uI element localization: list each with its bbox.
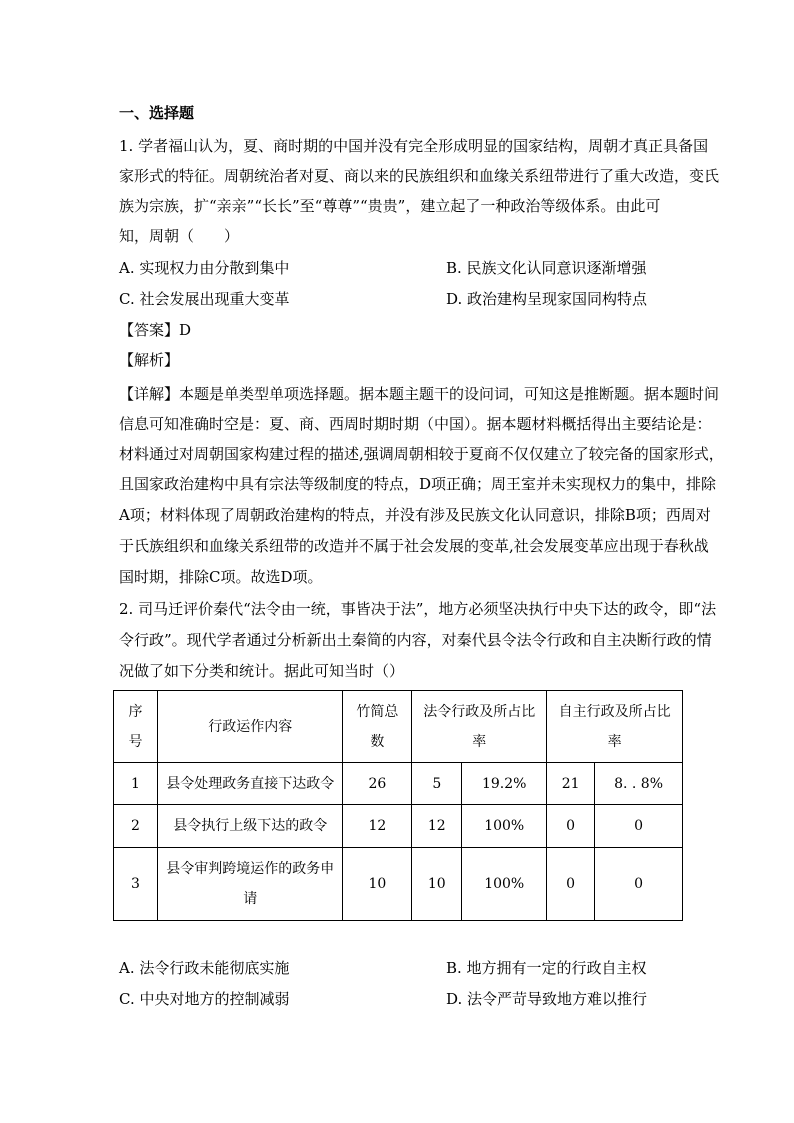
- question-1-option-d: D. 政治建构呈现家国同构特点: [446, 290, 648, 308]
- cell-auto-percent: 0: [595, 847, 683, 920]
- cell-seq: 1: [114, 763, 158, 805]
- cell-total: 26: [343, 763, 412, 805]
- question-1-option-b: B. 民族文化认同意识逐渐增强: [446, 259, 647, 277]
- table-header-row: [114, 691, 683, 763]
- analysis-line-4: 且国家政治建构中具有宗法等级制度的特点，D项正确；周王室并未实现权力的集中，排除: [119, 475, 717, 493]
- question-2-line-3: 况做了如下分类和统计。据此可知当时（）: [119, 662, 405, 680]
- question-2-option-d: D. 法令严苛导致地方难以推行: [446, 990, 648, 1008]
- question-1-line-1: 1. 学者福山认为，夏、商时期的中国并没有完全形成明显的国家结构，周朝才真正具备国: [119, 137, 709, 155]
- cell-seq: 3: [114, 847, 158, 920]
- cell-legal-count: 12: [412, 805, 462, 847]
- cell-content: 县令审判跨境运作的政务申 请: [157, 847, 343, 920]
- question-2-option-b: B. 地方拥有一定的行政自主权: [446, 959, 647, 977]
- header-legal: 法令行政及所占比 率: [412, 691, 547, 763]
- table-row: [114, 805, 683, 847]
- header-seq: 序 号: [114, 691, 158, 763]
- cell-auto-percent: 0: [595, 805, 683, 847]
- question-1-line-3: 族为宗族，扩“亲亲”“长长”至“尊尊”“贵贵”，建立起了一种政治等级体系。由此可: [119, 197, 661, 215]
- cell-total: 12: [343, 805, 412, 847]
- cell-legal-percent: 100%: [462, 805, 547, 847]
- question-2-line-1: 2. 司马迁评价秦代“法令由一统，事皆决于法”，地方必须坚决执行中央下达的政令，即“法: [119, 600, 717, 618]
- cell-seq: 2: [114, 805, 158, 847]
- cell-total: 10: [343, 847, 412, 920]
- cell-content: 县令执行上级下达的政令: [157, 805, 343, 847]
- statistics-table: [113, 690, 683, 921]
- cell-legal-percent: 19.2%: [462, 763, 547, 805]
- question-2-option-a: A. 法令行政未能彻底实施: [119, 959, 290, 977]
- cell-content: 县令处理政务直接下达政令: [157, 763, 343, 805]
- cell-auto-count: 0: [547, 847, 595, 920]
- cell-legal-percent: 100%: [462, 847, 547, 920]
- question-2-option-c: C. 中央对地方的控制减弱: [119, 990, 290, 1008]
- answer-label: 【答案】D: [119, 321, 192, 339]
- question-1-line-4: 知，周朝（ ）: [119, 227, 240, 245]
- analysis-line-6: 于氏族组织和血缘关系纽带的改造并不属于社会发展的变革,社会发展变革应出现于春秋战: [119, 537, 709, 555]
- table-row: [114, 847, 683, 920]
- analysis-line-1: 【详解】本题是单类型单项选择题。据本题主题干的设问词，可知这是推断题。据本题时间: [119, 385, 720, 403]
- header-total: 竹简总 数: [343, 691, 412, 763]
- cell-legal-count: 10: [412, 847, 462, 920]
- header-autonomous: 自主行政及所占比 率: [547, 691, 683, 763]
- analysis-line-7: 国时期，排除C项。故选D项。: [119, 568, 323, 586]
- header-content: 行政运作内容: [157, 691, 343, 763]
- analysis-line-2: 信息可知准确时空是：夏、商、西周时期时期（中国）。据本题材料概括得出主要结论是：: [119, 415, 712, 433]
- analysis-line-3: 材料通过对周朝国家构建过程的描述,强调周朝相较于夏商不仅仅建立了较完备的国家形式，: [119, 445, 724, 463]
- analysis-line-5: A项；材料体现了周朝政治建构的特点，并没有涉及民族文化认同意识，排除B项；西周对: [119, 506, 711, 524]
- question-1-option-c: C. 社会发展出现重大变革: [119, 290, 290, 308]
- cell-auto-percent: 8. . 8%: [595, 763, 683, 805]
- question-2-line-2: 令行政”。现代学者通过分析新出土秦简的内容，对秦代县令法令行政和自主决断行政的情: [119, 631, 712, 649]
- cell-auto-count: 21: [547, 763, 595, 805]
- cell-auto-count: 0: [547, 805, 595, 847]
- question-1-option-a: A. 实现权力由分散到集中: [119, 259, 290, 277]
- analysis-label: 【解析】: [119, 351, 180, 369]
- section-title: 一、选择题: [119, 104, 195, 122]
- question-1-line-2: 家形式的特征。周朝统治者对夏、商以来的民族组织和血缘关系纽带进行了重大改造，变氏: [119, 167, 720, 185]
- table-row: [114, 763, 683, 805]
- cell-legal-count: 5: [412, 763, 462, 805]
